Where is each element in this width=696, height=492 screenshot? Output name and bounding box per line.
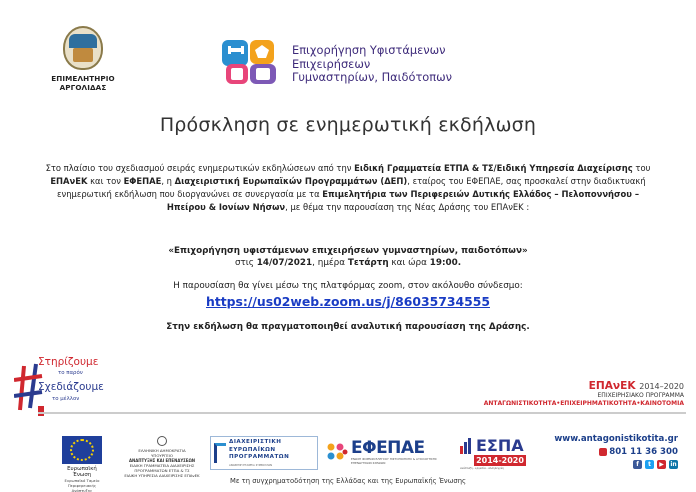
event-datetime: στις 14/07/2021, ημέρα Τετάρτη και ώρα 19:00. — [234, 258, 462, 269]
chamber-emblem-icon — [63, 26, 103, 70]
facebook-icon[interactable]: f — [633, 460, 642, 469]
page-title: Πρόσκληση σε ενημερωτική εκδήλωση — [159, 114, 537, 136]
chamber-logo — [48, 26, 118, 92]
slogan: Στηρίζουμε το παρόν Σχεδιάζουμε το μέλλον — [6, 350, 126, 420]
co-funding-note: Με τη συγχρηματοδότηση της Ελλάδας και της Ευρωπαϊκής Ένωσης — [229, 477, 466, 485]
twitter-icon[interactable]: t — [645, 460, 654, 469]
divider-accent — [38, 406, 44, 416]
action-title: Επιχορήγηση Υφιστάμενων Επιχειρήσεων Γυμναστηρίων, Παιδότοπων — [292, 43, 453, 85]
event-details — [0, 245, 696, 270]
footer-divider — [38, 412, 686, 414]
ministry-logo: ΕΛΛΗΝΙΚΗ ΔΗΜΟΚΡΑΤΙΑ ΥΠΟΥΡΓΕΙΟ ΑΝΑΠΤΥΞΗΣ ΚΑΙ ΕΠΕΝΔΥΣΕΩΝ ΕΙΔΙΚΗ ΓΡΑΜΜΑΤΕΙΑ ΔΙΑΧΕΙΡΙΣΗΣ ΠΡΟΓΡΑΜΜΑΤΩΝ ΕΤΠΑ & ΤΣ ΕΙΔΙΚΗ ΥΠΗΡΕΣΙΑ ΔΙΑΧΕΙΡΙΣΗΣ ΕΠΑνΕΚ — [124, 436, 200, 478]
espa-logo: ΕΣΠΑ 2014-2020 ανάπτυξη - εργασία - αλληλεγγύη — [460, 436, 528, 470]
closing-note: Στην εκδήλωση θα πραγματοποιηθεί αναλυτική παρουσίαση της Δράσης. — [166, 322, 530, 332]
espa-bars-icon — [460, 438, 472, 454]
invitation-paragraph: Στο πλαίσιο του σχεδιασμού σειράς ενημερωτικών εκδηλώσεων από την Ειδική Γραμματεία ΕΤΠΑ & ΤΣ/Ειδική Υπηρεσία Διαχείρισης του ΕΠΑνΕΚ και τον ΕΦΕΠΑΕ, η Διαχειριστική Ευρωπαϊκών Προγραμμάτων (ΔΕΠ), εταίρος του ΕΦΕΠΑΕ, σας προσκαλεί στην διαδικτυακή ενημερωτική εκδήλωση που διοργανώνει σε συνεργασία με τα Επιμελητήρια των Περιφερειών Δυτικής Ελλάδος – Πελοποννήσου – Ηπείρου & Ιονίων Νήσων, με θέμα την παρουσίαση της Νέας Δράσης του ΕΠΑνΕΚ : — [45, 163, 651, 213]
eu-flag-icon — [62, 436, 102, 464]
dep-mark-icon — [214, 443, 226, 463]
youtube-icon[interactable]: ▶ — [657, 460, 666, 469]
zoom-link[interactable]: https://us02web.zoom.us/j/86035734555 — [206, 294, 490, 309]
greek-emblem-icon — [157, 436, 167, 446]
linkedin-icon[interactable]: in — [670, 461, 677, 468]
social-links — [554, 460, 678, 469]
dep-logo: ΔΙΑΧΕΙΡΙΣΤΙΚΗ ΕΥΡΩΠΑΪΚΩΝ ΠΡΟΓΡΑΜΜΑΤΩΝ ΑΝΩΝΥΜΗ ΕΤΑΙΡΕΙΑ ΣΥΜΒΟΥΛΩΝ — [210, 436, 318, 470]
contacts — [554, 434, 678, 469]
efepae-logo: ΕΦΕΠΑΕ ΕΝΩΣΗ ΦΟΡΕΩΝ ΕΛΕΓΧΟΥ ΠΙΣΤΟΠΟΙΗΣΗΣ & ΑΞΙΟΛΟΓΗΣΗΣ ΕΠΕΝΔΥΤΙΚΩΝ ΣΧΕΔΙΩΝ — [326, 438, 450, 468]
eu-logo: Ευρωπαϊκή Ένωση Ευρωπαϊκό Ταμείο Περιφερειακής Ανάπτυξης — [58, 436, 106, 492]
action-logo-icon — [220, 40, 284, 84]
efepae-dots-icon — [326, 442, 348, 464]
event-name: «Επιχορήγηση υφιστάμενων επιχειρήσεων γυμναστηρίων, παιδοτόπων» — [168, 246, 528, 256]
website-link[interactable]: www.antagonistikotita.gr — [554, 434, 678, 444]
phone-icon — [599, 448, 607, 456]
zoom-note: Η παρουσίαση θα γίνει μέσω της πλατφόρμας zoom, στον ακόλουθο σύνδεσμο: — [173, 281, 523, 291]
chamber-name: ΕΠΙΜΕΛΗΤΗΡΙΟ ΑΡΓΟΛΙΔΑΣ — [51, 74, 115, 92]
epanek-brand: ΕΠΑνΕΚ 2014–2020 ΕΠΙΧΕΙΡΗΣΙΑΚΟ ΠΡΟΓΡΑΜΜΑ ΑΝΤΑΓΩΝΙΣΤΙΚΟΤΗΤΑ•ΕΠΙΧΕΙΡΗΜΑΤΙΚΟΤΗΤΑ•ΚΑΙΝΟΤΟΜΙΑ — [483, 380, 684, 407]
phone-number: 801 11 36 300 — [554, 447, 678, 457]
